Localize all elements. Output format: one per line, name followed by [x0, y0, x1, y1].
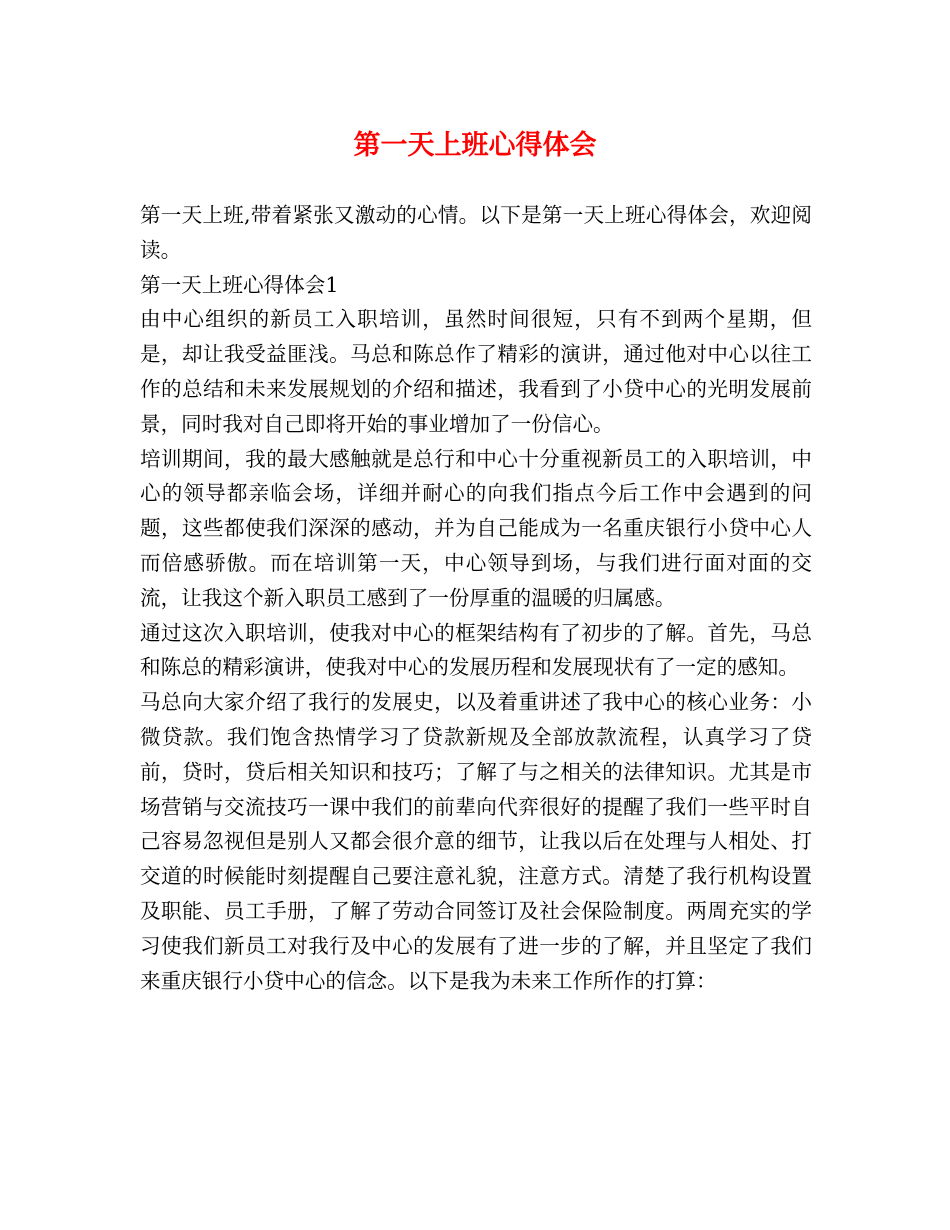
document-body [140, 198, 812, 998]
body-paragraph: 通过这次入职培训，使我对中心的框架结构有了初步的了解。首先，马总和陈总的精彩演讲，使我对中心的发展历程和发展现状有了一定的感知。 [140, 620, 812, 680]
body-paragraph: 马总向大家介绍了我行的发展史，以及着重讲述了我中心的核心业务：小微贷款。我们饱含热情学习了贷款新规及全部放款流程，认真学习了贷前，贷时，贷后相关知识和技巧；了解了与之相关的法律知识。尤其是市场营销与交流技巧一课中我们的前辈向代弈很好的提醒了我们一些平时自己容易忽视但是别人又都会很介意的细节，让我以后在处理与人相处、打交道的时候能时刻提醒自己要注意礼貌，注意方式。清楚了我行机构设置及职能、员工手册，了解了劳动合同签订及社会保险制度。两周充实的学习使我们新员工对我行及中心的发展有了进一步的了解，并且坚定了我们来重庆银行小贷中心的信念。以下是我为未来工作所作的打算： [140, 690, 812, 993]
body-paragraph: 培训期间，我的最大感触就是总行和中心十分重视新员工的入职培训，中心的领导都亲临会场，详细并耐心的向我们指点今后工作中会遇到的问题，这些都使我们深深的感动，并为自己能成为一名重庆银行小贷中心人而倍感骄傲。而在培训第一天，中心领导到场，与我们进行面对面的交流，让我这个新入职员工感到了一份厚重的温暖的归属感。 [140, 446, 812, 610]
body-paragraph: 由中心组织的新员工入职培训，虽然时间很短，只有不到两个星期，但是，却让我受益匪浅。马总和陈总作了精彩的演讲，通过他对中心以往工作的总结和未来发展规划的介绍和描述，我看到了小贷中心的光明发展前景，同时我对自己即将开始的事业增加了一份信心。 [140, 307, 812, 436]
section-heading: 第一天上班心得体会1 [140, 272, 339, 297]
document-title: 第一天上班心得体会 [353, 130, 597, 161]
intro-paragraph: 第一天上班,带着紧张又激动的心情。以下是第一天上班心得体会，欢迎阅读。 [140, 203, 812, 262]
